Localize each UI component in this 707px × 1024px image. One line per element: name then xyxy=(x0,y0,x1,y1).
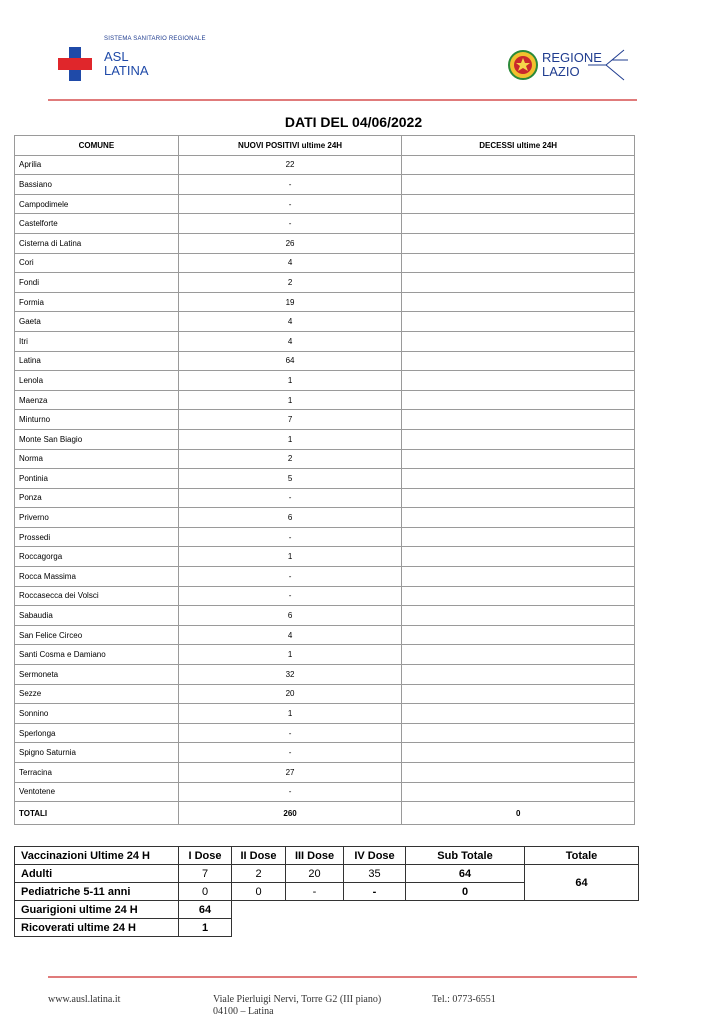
asl-latina-logo xyxy=(58,36,258,86)
table-row xyxy=(15,449,635,469)
comune-cell: Campodimele xyxy=(15,194,179,214)
table-row xyxy=(15,253,635,273)
decessi-cell xyxy=(402,449,635,469)
vax-header-subtotale: Sub Totale xyxy=(406,847,525,865)
comune-cell: Pontinia xyxy=(15,469,179,489)
vax-header-dose4: IV Dose xyxy=(344,847,406,865)
positivi-cell: 4 xyxy=(178,625,402,645)
vax-pediatriche-d2: 0 xyxy=(232,883,286,901)
decessi-cell xyxy=(402,312,635,332)
positivi-cell: 6 xyxy=(178,606,402,626)
comune-cell: Minturno xyxy=(15,410,179,430)
vax-header-totale: Totale xyxy=(525,847,639,865)
totals-label: TOTALI xyxy=(15,802,179,825)
decessi-cell xyxy=(402,371,635,391)
footer-address-line1: Viale Pierluigi Nervi, Torre G2 (III piano) xyxy=(213,994,382,1005)
positivi-cell: 20 xyxy=(178,684,402,704)
totals-row xyxy=(15,802,635,825)
table-row xyxy=(15,351,635,371)
page-title: DATI DEL 04/06/2022 xyxy=(284,114,423,130)
positivi-cell: - xyxy=(178,723,402,743)
decessi-cell xyxy=(402,390,635,410)
positivi-cell: 1 xyxy=(178,645,402,665)
table-row xyxy=(15,488,635,508)
comune-cell: Itri xyxy=(15,331,179,351)
decessi-cell xyxy=(402,547,635,567)
table-row xyxy=(15,312,635,332)
table-row xyxy=(15,429,635,449)
vax-pediatriche-label: Pediatriche 5-11 anni xyxy=(15,883,179,901)
vax-row-ricoverati xyxy=(15,919,639,937)
table-row xyxy=(15,469,635,489)
table-row xyxy=(15,625,635,645)
comune-cell: Formia xyxy=(15,292,179,312)
comune-cell: Fondi xyxy=(15,273,179,293)
table-row xyxy=(15,684,635,704)
table-row xyxy=(15,547,635,567)
decessi-cell xyxy=(402,292,635,312)
comune-cell: Spigno Saturnia xyxy=(15,743,179,763)
comune-cell: Sperlonga xyxy=(15,723,179,743)
table-row xyxy=(15,194,635,214)
decessi-cell xyxy=(402,743,635,763)
positivi-cell: - xyxy=(178,586,402,606)
positivi-cell: - xyxy=(178,527,402,547)
lazio-emblem-icon xyxy=(508,50,538,80)
decessi-cell xyxy=(402,586,635,606)
footer-divider xyxy=(48,976,637,978)
vax-pediatriche-d3: - xyxy=(286,883,344,901)
decessi-cell xyxy=(402,214,635,234)
lazio-line2: LAZIO xyxy=(542,64,580,79)
positivi-cell: - xyxy=(178,782,402,802)
asl-line1: ASL xyxy=(104,49,129,64)
decessi-cell xyxy=(402,782,635,802)
table-row xyxy=(15,390,635,410)
positivi-cell: 27 xyxy=(178,763,402,783)
ricoverati-label: Ricoverati ultime 24 H xyxy=(15,919,179,937)
positivi-cell: 6 xyxy=(178,508,402,528)
positivi-cell: 1 xyxy=(178,547,402,567)
vaccinazioni-table xyxy=(14,846,639,937)
vax-row-adulti xyxy=(15,865,639,883)
decessi-cell xyxy=(402,763,635,783)
positivi-cell: 22 xyxy=(178,155,402,175)
decessi-cell xyxy=(402,625,635,645)
comune-cell: Terracina xyxy=(15,763,179,783)
totals-decessi: 0 xyxy=(402,802,635,825)
header-positivi: NUOVI POSITIVI ultime 24H xyxy=(178,136,402,156)
decessi-cell xyxy=(402,429,635,449)
positivi-cell: 19 xyxy=(178,292,402,312)
table-row xyxy=(15,155,635,175)
comune-cell: Roccagorga xyxy=(15,547,179,567)
comune-cell: Rocca Massima xyxy=(15,567,179,587)
vax-adulti-d4: 35 xyxy=(344,865,406,883)
positivi-cell: - xyxy=(178,743,402,763)
positivi-cell: 1 xyxy=(178,390,402,410)
regione-lazio-logo xyxy=(508,46,633,84)
totals-positivi: 260 xyxy=(178,802,402,825)
decessi-cell xyxy=(402,567,635,587)
decessi-cell xyxy=(402,723,635,743)
positivi-cell: 32 xyxy=(178,665,402,685)
comune-cell: Latina xyxy=(15,351,179,371)
lazio-decoration-icon xyxy=(588,48,628,82)
decessi-cell xyxy=(402,194,635,214)
comune-cell: Gaeta xyxy=(15,312,179,332)
table-row xyxy=(15,606,635,626)
positivi-cell: - xyxy=(178,567,402,587)
footer-address-line2: 04100 – Latina xyxy=(213,1006,274,1017)
footer-phone: Tel.: 0773-6551 xyxy=(432,994,496,1005)
table-row xyxy=(15,586,635,606)
decessi-cell xyxy=(402,704,635,724)
decessi-cell xyxy=(402,508,635,528)
comune-cell: Cori xyxy=(15,253,179,273)
positivi-cell: 1 xyxy=(178,371,402,391)
positivi-cell: 1 xyxy=(178,429,402,449)
decessi-cell xyxy=(402,488,635,508)
ricoverati-value: 1 xyxy=(179,919,232,937)
table-header-row xyxy=(15,136,635,156)
asl-subtitle: SISTEMA SANITARIO REGIONALE xyxy=(104,36,206,42)
table-row xyxy=(15,704,635,724)
positivi-cell: - xyxy=(178,214,402,234)
vax-header-dose1: I Dose xyxy=(179,847,232,865)
table-row xyxy=(15,273,635,293)
vax-header-dose3: III Dose xyxy=(286,847,344,865)
comune-cell: Roccasecca dei Volsci xyxy=(15,586,179,606)
vax-header-title: Vaccinazioni Ultime 24 H xyxy=(15,847,179,865)
comune-cell: Santi Cosma e Damiano xyxy=(15,645,179,665)
asl-line2: LATINA xyxy=(104,63,149,78)
comune-cell: Bassiano xyxy=(15,175,179,195)
comune-cell: Aprilia xyxy=(15,155,179,175)
header-decessi: DECESSI ultime 24H xyxy=(402,136,635,156)
table-row xyxy=(15,723,635,743)
vax-adulti-d1: 7 xyxy=(179,865,232,883)
table-row xyxy=(15,410,635,430)
footer-address xyxy=(213,994,381,1018)
table-row xyxy=(15,214,635,234)
comune-cell: Norma xyxy=(15,449,179,469)
decessi-cell xyxy=(402,351,635,371)
vax-header-row xyxy=(15,847,639,865)
positivi-cell: - xyxy=(178,194,402,214)
guarigioni-label: Guarigioni ultime 24 H xyxy=(15,901,179,919)
vax-adulti-label: Adulti xyxy=(15,865,179,883)
positivi-cell: 4 xyxy=(178,331,402,351)
header-divider xyxy=(48,99,637,101)
table-row xyxy=(15,567,635,587)
positivi-cell: 1 xyxy=(178,704,402,724)
table-row xyxy=(15,292,635,312)
positivi-cell: 2 xyxy=(178,449,402,469)
decessi-cell xyxy=(402,527,635,547)
comune-cell: Maenza xyxy=(15,390,179,410)
positivi-cell: 5 xyxy=(178,469,402,489)
table-row xyxy=(15,371,635,391)
comune-cell: Prossedi xyxy=(15,527,179,547)
positivi-cell: - xyxy=(178,488,402,508)
decessi-cell xyxy=(402,233,635,253)
decessi-cell xyxy=(402,155,635,175)
comune-cell: Sabaudia xyxy=(15,606,179,626)
decessi-cell xyxy=(402,469,635,489)
table-row xyxy=(15,175,635,195)
footer-website[interactable]: www.ausl.latina.it xyxy=(48,994,121,1005)
table-row xyxy=(15,743,635,763)
comune-cell: Priverno xyxy=(15,508,179,528)
table-row xyxy=(15,508,635,528)
comune-cell: San Felice Circeo xyxy=(15,625,179,645)
comune-cell: Castelforte xyxy=(15,214,179,234)
vax-pediatriche-d1: 0 xyxy=(179,883,232,901)
positivi-cell: 64 xyxy=(178,351,402,371)
vax-pediatriche-sub: 0 xyxy=(406,883,525,901)
comune-cell: Monte San Biagio xyxy=(15,429,179,449)
table-body xyxy=(15,155,635,825)
vax-header-dose2: II Dose xyxy=(232,847,286,865)
positivi-cell: 2 xyxy=(178,273,402,293)
decessi-cell xyxy=(402,665,635,685)
comune-cell: Sonnino xyxy=(15,704,179,724)
guarigioni-value: 64 xyxy=(179,901,232,919)
vax-adulti-d3: 20 xyxy=(286,865,344,883)
vax-row-guarigioni xyxy=(15,901,639,919)
decessi-cell xyxy=(402,175,635,195)
vax-totale: 64 xyxy=(525,865,639,901)
decessi-cell xyxy=(402,645,635,665)
decessi-cell xyxy=(402,606,635,626)
positivi-cell: 4 xyxy=(178,253,402,273)
comune-cell: Sermoneta xyxy=(15,665,179,685)
positivi-cell: 4 xyxy=(178,312,402,332)
decessi-cell xyxy=(402,331,635,351)
vax-pediatriche-d4: - xyxy=(344,883,406,901)
table-row xyxy=(15,665,635,685)
comune-cell: Sezze xyxy=(15,684,179,704)
table-row xyxy=(15,645,635,665)
asl-name xyxy=(104,50,149,78)
lazio-line1: REGIONE xyxy=(542,50,602,65)
comune-cell: Ventotene xyxy=(15,782,179,802)
positivi-cell: - xyxy=(178,175,402,195)
asl-cross-icon xyxy=(58,47,92,81)
comune-cell: Cisterna di Latina xyxy=(15,233,179,253)
decessi-cell xyxy=(402,410,635,430)
comune-cell: Ponza xyxy=(15,488,179,508)
table-row xyxy=(15,763,635,783)
table-row xyxy=(15,233,635,253)
positivi-cell: 26 xyxy=(178,233,402,253)
vax-adulti-sub: 64 xyxy=(406,865,525,883)
comune-cell: Lenola xyxy=(15,371,179,391)
table-row xyxy=(15,527,635,547)
positivi-cell: 7 xyxy=(178,410,402,430)
vax-adulti-d2: 2 xyxy=(232,865,286,883)
table-row xyxy=(15,782,635,802)
decessi-cell xyxy=(402,684,635,704)
decessi-cell xyxy=(402,253,635,273)
header-comune: COMUNE xyxy=(15,136,179,156)
table-row xyxy=(15,331,635,351)
decessi-cell xyxy=(402,273,635,293)
positivi-table xyxy=(14,135,635,825)
